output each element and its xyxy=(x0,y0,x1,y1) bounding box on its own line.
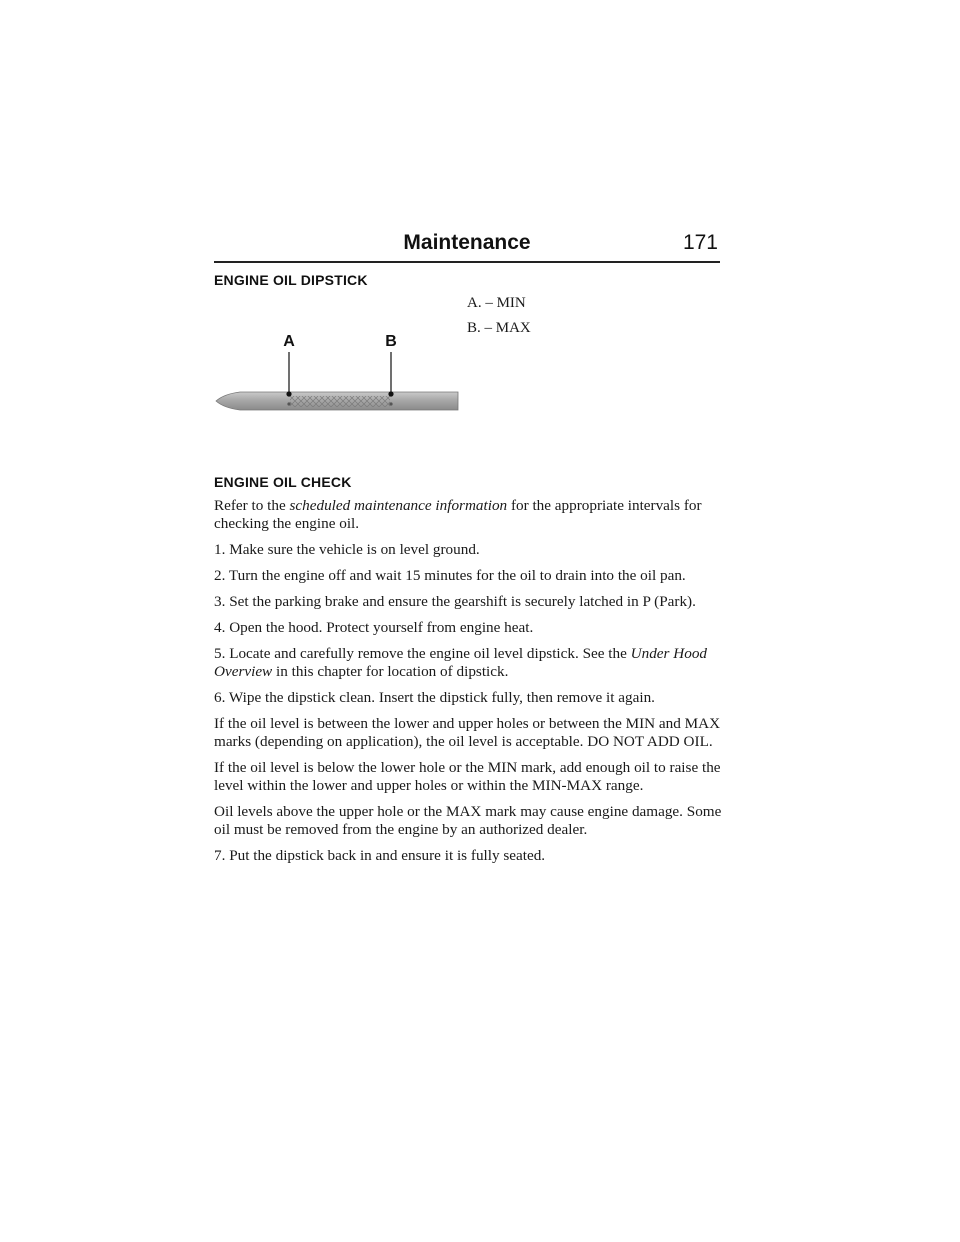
section-title: Maintenance xyxy=(403,231,531,254)
paragraph-below-mark: If the oil level is below the lower hole or the MIN mark, add enough oil to raise the level within the lower and upper holes or within the MIN-MAX range. xyxy=(214,759,721,794)
step-3: 3. Set the parking brake and ensure the gearshift is securely latched in P (Park). xyxy=(214,593,696,610)
intro-paragraph: Refer to the scheduled maintenance information for the appropriate intervals for checking the engine oil. xyxy=(214,497,702,532)
min-mark-dot xyxy=(286,391,291,396)
under-hood-overview-reference: Under Hood Overview xyxy=(214,645,708,680)
figure-label-b: B xyxy=(385,333,397,350)
legend-item-min: A. – MIN xyxy=(467,295,526,311)
scheduled-maintenance-reference: scheduled maintenance information xyxy=(289,497,508,514)
header-rule xyxy=(214,261,720,263)
max-mark-dot xyxy=(388,391,393,396)
paragraph-between-marks: If the oil level is between the lower and upper holes or between the MIN and MAX marks (depending on application), the oil level is acceptable. DO NOT ADD OIL. xyxy=(214,715,721,750)
oil-check-body xyxy=(214,497,724,873)
dipstick-heading: ENGINE OIL DIPSTICK xyxy=(214,272,368,288)
oil-check-heading: ENGINE OIL CHECK xyxy=(214,474,352,490)
min-hole xyxy=(287,402,290,405)
legend-item-max: B. – MAX xyxy=(467,320,531,336)
step-2: 2. Turn the engine off and wait 15 minutes for the oil to drain into the oil pan. xyxy=(214,567,686,584)
step-4: 4. Open the hood. Protect yourself from engine heat. xyxy=(214,619,534,636)
figure-label-a: A xyxy=(283,333,295,350)
max-hole xyxy=(389,402,392,405)
crosshatch-zone xyxy=(290,396,390,407)
step-7: 7. Put the dipstick back in and ensure it is fully seated. xyxy=(214,847,546,864)
page-header xyxy=(214,228,720,262)
dipstick-figure xyxy=(214,326,462,416)
step-1: 1. Make sure the vehicle is on level ground. xyxy=(214,541,480,558)
step-5: 5. Locate and carefully remove the engine oil level dipstick. See the Under Hood Overview in this chapter for location of dipstick. xyxy=(214,645,708,680)
paragraph-above-mark: Oil levels above the upper hole or the MAX mark may cause engine damage. Some oil must be removed from the engine by an authorized dealer. xyxy=(214,803,722,838)
step-6: 6. Wipe the dipstick clean. Insert the dipstick fully, then remove it again. xyxy=(214,689,655,706)
page-number: 171 xyxy=(682,231,718,254)
